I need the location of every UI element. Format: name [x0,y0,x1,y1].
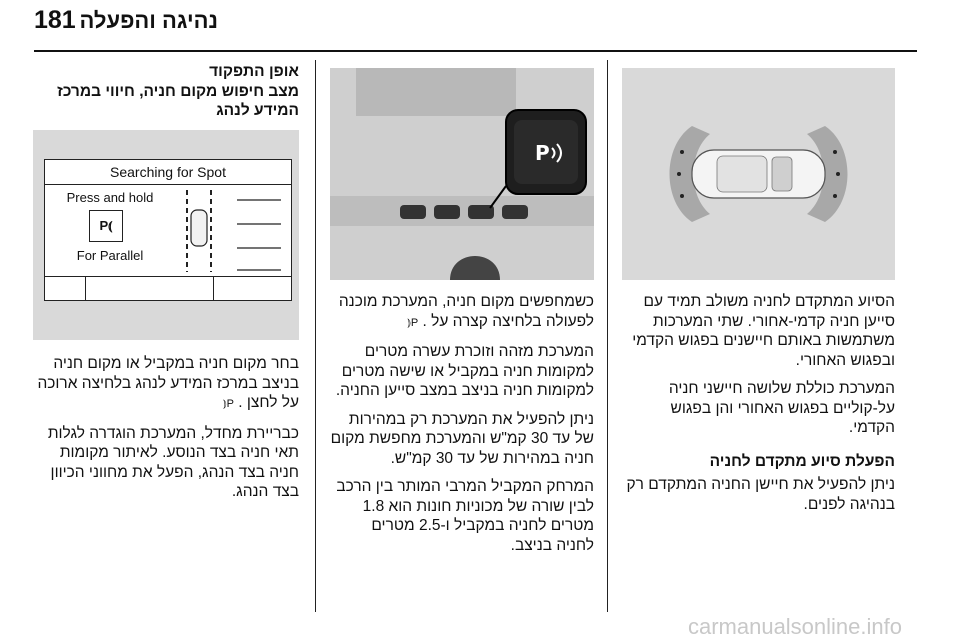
display-screen [44,159,292,301]
paragraph: המרחק המקביל המרבי המותר בין הרכב לבין שורה של מכוניות חונות הוא 1.8 מטרים לחניה במקביל ו-2.5 מטרים לחניה בניצב. [336,478,594,554]
svg-text:P: P [535,141,550,165]
section-heading: אופן התפקוד [209,63,299,80]
console-illustration [330,68,594,280]
header-divider [34,50,917,52]
page-number: 181 [34,6,76,34]
column-middle-text [330,292,594,564]
column-right-text [622,292,895,523]
paragraph: כשמחפשים מקום חניה, המערכת מוכנה לפעולה בלחיצה קצרה על . P⦅ [338,293,594,330]
park-assist-icon: P⦅ [407,316,419,329]
section-heading: הפעלת סיוע מתקדם לחניה [709,452,895,470]
chapter-title: נהיגה והפעלה [79,8,218,33]
paragraph: המערכת כוללת שלושה חיישני חניה על-קוליים בפגוש האחורי והן בפגוש הקדמי. [668,380,895,436]
parking-scene-icon [173,186,289,274]
car-sensor-illustration [622,68,895,280]
paragraph: הסיוע המתקדם לחניה משולב תמיד עם סייען חניה קדמי-אחורי. שתי המערכות משתמשות באותם חיישנים בפגוש הקדמי ובפגוש האחורי. [632,293,895,369]
display-bottom-rule [45,276,291,277]
section-subheading: מצב חיפוש מקום חניה, חיווי במרכז המידע לנהג [57,82,299,119]
display-press-hold-label: Press and hold [66,190,154,205]
column-divider-left [315,60,316,612]
paragraph: כבריירת מחדל, המערכת הוגדרה לגלות תאי חניה בצד הנוסע. לאיתור מקומות חניה בצד הנהג, הפעל את מחווני הכיוון בצד הנהג. [47,424,299,500]
parking-sensors-figure [622,68,895,280]
display-cell-divider [213,276,214,300]
column-divider-right [607,60,608,612]
driver-info-display-figure [33,130,299,340]
paragraph: ניתן להפעיל את המערכת רק במהירות של עד 30 קמ"ש והמערכת מחפשת מקום חניה במהירות של עד 30 קמ"ש. [330,410,594,467]
park-assist-icon: P⦅ [222,398,234,410]
display-title: Searching for Spot [45,160,291,185]
paragraph: המערכת מזהה וזוכרת עשרה מטרים למקומות חניה במקביל או שישה מטרים למקומות חניה בניצב במצב סייען החניה. [335,343,594,399]
display-cell-divider [85,276,86,300]
park-assist-button-icon: P⦅ [89,210,123,242]
paragraph: בחר מקום חניה במקביל או מקום חניה בניצב במרכז המידע לנהג בלחיצה ארוכה על לחצן . P⦅ [37,355,299,411]
column-left-header [33,62,299,121]
paragraph: ניתן להפעיל את חיישן החניה המתקדם רק בנהיגה לפנים. [626,476,895,513]
display-for-parallel-label: For Parallel [76,248,144,263]
park-assist-button-figure [330,68,594,280]
column-left-text [33,354,299,511]
watermark: carmanualsonline.info [687,614,902,639]
